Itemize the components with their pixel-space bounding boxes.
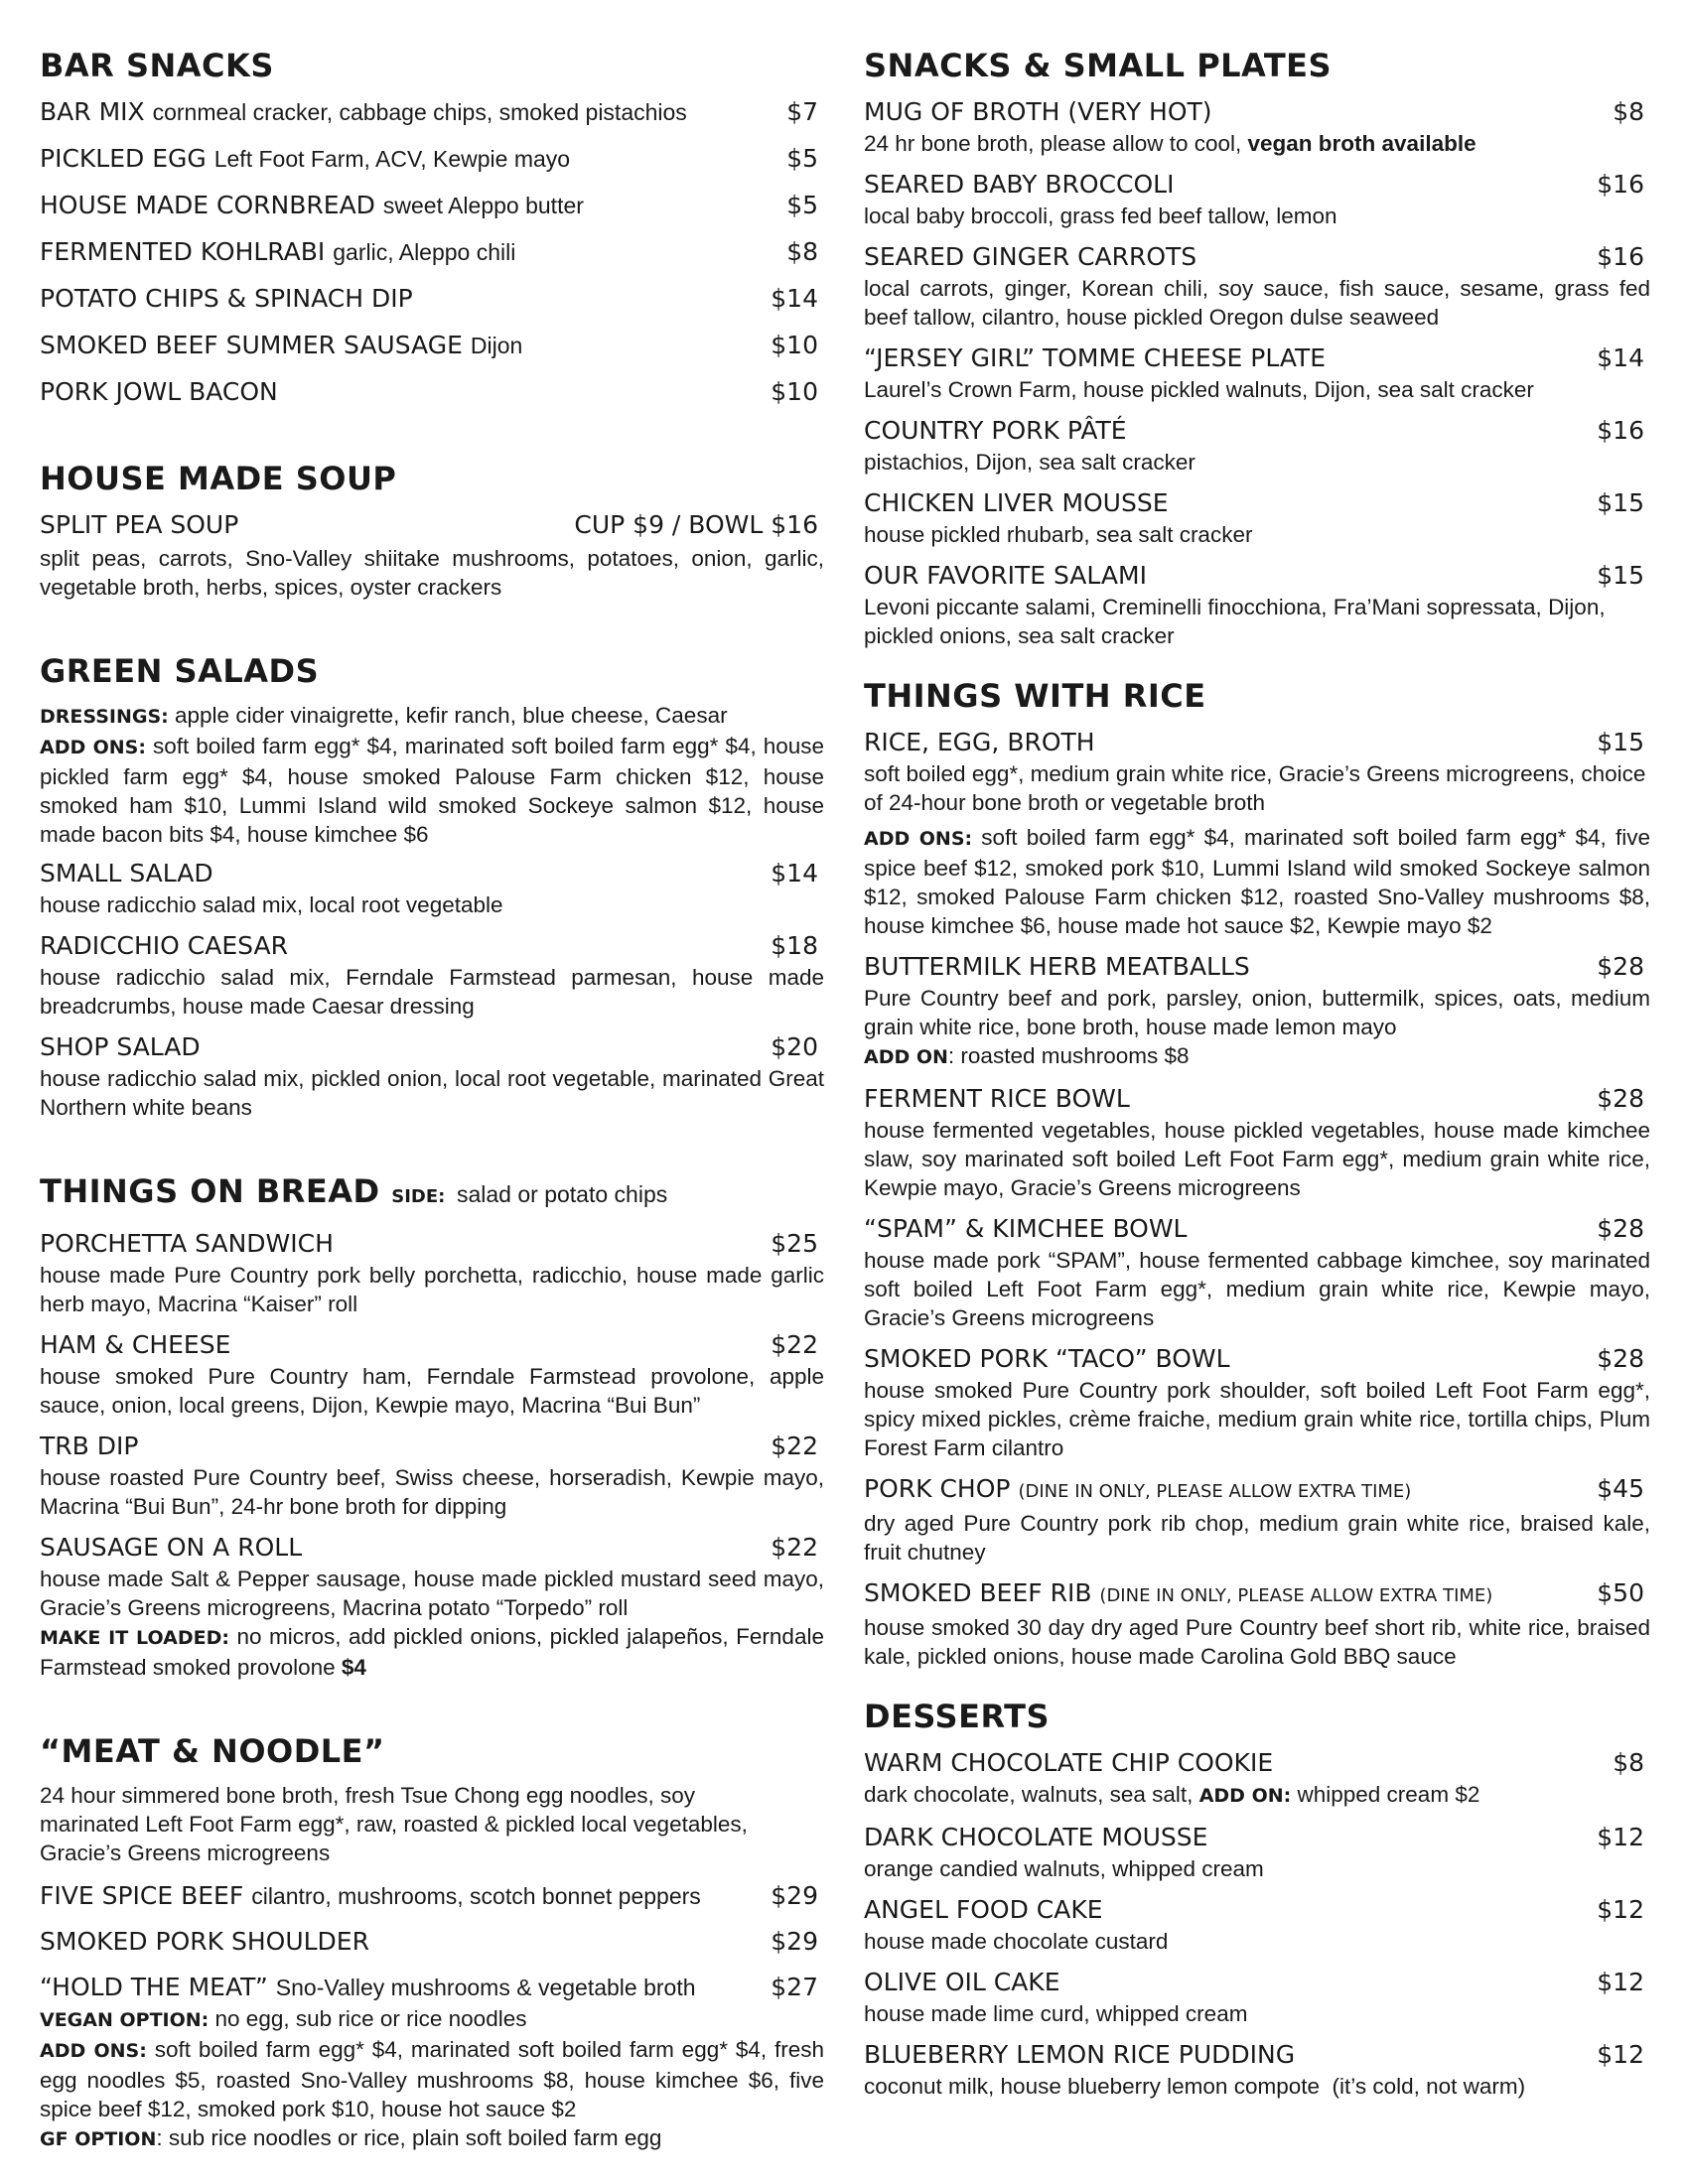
- item-desc: local carrots, ginger, Korean chili, soy sauce, fish sauce, sesame, grass fed beef tallow, cilantro, house pickled Oregon dulse seaweed: [864, 276, 1650, 330]
- item-name: SHOP SALAD: [40, 1032, 201, 1061]
- addons-label: ADD ONS:: [864, 828, 973, 850]
- item-price: $50: [1597, 1578, 1644, 1607]
- loaded-label: MAKE IT LOADED:: [40, 1627, 229, 1649]
- item-name-wrap: [40, 189, 584, 222]
- menu-item: [40, 375, 824, 409]
- menu-item: [40, 508, 824, 602]
- item-name: COUNTRY PORK PÂTÉ: [864, 416, 1127, 445]
- item-price: $12: [1597, 1823, 1644, 1851]
- item-price: $16: [1597, 242, 1644, 271]
- item-desc: sweet Aleppo butter: [382, 193, 584, 218]
- menu-item: [40, 1227, 824, 1318]
- section-title: GREEN SALADS: [40, 652, 320, 690]
- menu-item: [40, 329, 824, 362]
- menu-item: [864, 1472, 1650, 1567]
- addon-text: whipped cream $2: [1297, 1782, 1480, 1807]
- addons-label: ADD ONS:: [40, 2040, 147, 2062]
- item-name: CHICKEN LIVER MOUSSE: [864, 488, 1169, 517]
- item-price: $14: [1597, 343, 1644, 372]
- item-name: FIVE SPICE BEEF: [40, 1881, 244, 1910]
- item-price: $45: [1597, 1474, 1644, 1503]
- menu-item: [864, 559, 1650, 650]
- section-title: THINGS ON BREAD: [40, 1172, 380, 1210]
- item-name: POTATO CHIPS & SPINACH DIP: [40, 284, 413, 313]
- menu-item: [40, 282, 824, 316]
- item-price: $15: [1597, 561, 1644, 590]
- item-desc: house roasted Pure Country beef, Swiss cheese, horseradish, Kewpie mayo, Macrina “Bui Bun”, 24-hr bone broth for dipping: [40, 1465, 824, 1519]
- item-desc: Dijon: [470, 333, 523, 358]
- item-name: RADICCHIO CAESAR: [40, 931, 288, 960]
- noodle-intro: 24 hour simmered bone broth, fresh Tsue Chong egg noodles, soy marinated Left Foot Farm egg*, raw, roasted & pickled local vegetables, Gracie’s Greens microgreens: [40, 1783, 748, 1865]
- menu-item: [864, 341, 1650, 404]
- item-name: SMOKED PORK SHOULDER: [40, 1927, 369, 1956]
- item-name-wrap: [40, 329, 522, 362]
- item-name: FERMENT RICE BOWL: [864, 1084, 1130, 1113]
- addons-text: soft boiled farm egg* $4, marinated soft boiled farm egg* $4, house pickled farm egg* $4, house smoked Palouse Farm chicken $12, house smoked ham $10, Lummi Island wild smoked Sockeye salmon $12, house made bacon bits $4, house kimchee $6: [40, 734, 825, 847]
- item-price: $22: [771, 1533, 818, 1562]
- menu-item: [864, 1212, 1650, 1332]
- item-desc: house pickled rhubarb, sea salt cracker: [864, 522, 1253, 547]
- item-price: CUP $9 / BOWL $16: [574, 510, 818, 539]
- item-name: HAM & CHEESE: [40, 1330, 231, 1359]
- item-price: $7: [786, 97, 818, 126]
- menu-item: [40, 142, 824, 176]
- item-desc-wrap: [864, 129, 1650, 158]
- soup-section: [40, 457, 824, 602]
- item-price: $8: [1613, 1748, 1644, 1777]
- menu-item: [864, 1746, 1650, 1811]
- loaded-text: no micros, add pickled onions, pickled jalapeños, Ferndale Farmstead smoked provolone: [40, 1624, 824, 1680]
- item-name-wrap: [40, 235, 515, 269]
- item-name: SMOKED BEEF SUMMER SAUSAGE: [40, 331, 463, 359]
- item-desc: split peas, carrots, Sno-Valley shiitake mushrooms, potatoes, onion, garlic, vegetable broth, herbs, spices, oyster crackers: [40, 546, 824, 600]
- vegan-label: VEGAN OPTION:: [40, 2009, 210, 2031]
- item-price: $12: [1597, 1968, 1644, 1996]
- menu-item: [864, 168, 1650, 230]
- item-desc: house radicchio salad mix, local root vegetable: [40, 892, 503, 917]
- right-column: [864, 44, 1650, 2111]
- item-desc: house radicchio salad mix, Ferndale Farmstead parmesan, house made breadcrumbs, house made Caesar dressing: [40, 965, 824, 1019]
- side-label: SIDE:: [391, 1186, 446, 1207]
- item-desc-wrap: [864, 1780, 1650, 1811]
- loaded-note: [40, 1622, 824, 1682]
- menu-item: [864, 1082, 1650, 1202]
- menu-item: [40, 1531, 824, 1682]
- vegan-note: [40, 2004, 824, 2035]
- item-price: $10: [771, 377, 818, 406]
- item-price: $15: [1597, 728, 1644, 756]
- bar-snacks-section: [40, 44, 824, 409]
- item-price: $22: [771, 1432, 818, 1460]
- item-name-wrap: [864, 1472, 1411, 1509]
- gf-label: GF OPTION: [40, 2128, 157, 2150]
- item-price: $28: [1597, 1084, 1644, 1113]
- menu-item: [40, 95, 824, 129]
- item-price: $5: [786, 144, 818, 173]
- menu-item: [864, 240, 1650, 332]
- item-name: BAR MIX: [40, 97, 145, 126]
- item-name: “SPAM” & KIMCHEE BOWL: [864, 1214, 1188, 1243]
- addon-label: ADD ON:: [1198, 1785, 1292, 1807]
- menu-item: [40, 1879, 824, 1913]
- item-price: $5: [786, 191, 818, 219]
- item-name: PORK CHOP: [864, 1474, 1011, 1503]
- menu-item: [40, 1030, 824, 1122]
- addons-text: soft boiled farm egg* $4, marinated soft boiled farm egg* $4, fresh egg noodles $5, roasted Sno-Valley mushrooms $8, house kimchee $6, five spice beef $12, smoked pork $10, house hot sauce $2: [40, 2037, 824, 2121]
- menu-item: [40, 929, 824, 1021]
- item-name-wrap: [40, 1879, 701, 1913]
- item-note: (DINE IN ONLY, PLEASE ALLOW EXTRA TIME): [1099, 1585, 1493, 1606]
- dressings-note: [40, 701, 824, 732]
- item-name: OUR FAVORITE SALAMI: [864, 561, 1147, 590]
- item-name-wrap: [40, 142, 570, 176]
- item-desc: orange candied walnuts, whipped cream: [864, 1856, 1264, 1881]
- item-desc: house fermented vegetables, house pickled vegetables, house made kimchee slaw, soy marinated soft boiled Left Foot Farm egg*, medium grain white rice, Kewpie mayo, Gracie’s Greens microgreens: [864, 1118, 1650, 1200]
- item-price: $12: [1597, 1895, 1644, 1924]
- item-price: $18: [771, 931, 818, 960]
- item-name: PORK JOWL BACON: [40, 377, 278, 406]
- item-desc: cornmeal cracker, cabbage chips, smoked pistachios: [152, 99, 687, 125]
- item-desc: house made Pure Country pork belly porchetta, radicchio, house made garlic herb mayo, Macrina “Kaiser” roll: [40, 1263, 824, 1316]
- item-desc: dry aged Pure Country pork rib chop, medium grain white rice, braised kale, fruit chutney: [864, 1511, 1650, 1565]
- section-title: HOUSE MADE SOUP: [40, 460, 397, 497]
- vegan-text: no egg, sub rice or rice noodles: [214, 2006, 527, 2031]
- addons-note: [40, 732, 824, 849]
- section-title: THINGS WITH RICE: [864, 677, 1206, 715]
- desserts-section: [864, 1695, 1650, 2101]
- item-desc: house made lime curd, whipped cream: [864, 2001, 1248, 2026]
- side-text: salad or potato chips: [456, 1181, 668, 1207]
- menu-item: [40, 857, 824, 919]
- addons-label: ADD ONS:: [40, 737, 146, 758]
- item-name: SAUSAGE ON A ROLL: [40, 1533, 303, 1562]
- item-name: “JERSEY GIRL” TOMME CHEESE PLATE: [864, 343, 1327, 372]
- item-price: $29: [771, 1881, 818, 1910]
- item-desc: house smoked Pure Country ham, Ferndale Farmstead provolone, apple sauce, onion, local greens, Dijon, Kewpie mayo, Macrina “Bui Bun”: [40, 1364, 824, 1418]
- item-name: PORCHETTA SANDWICH: [40, 1229, 334, 1258]
- menu-item: [864, 726, 1650, 940]
- item-name-wrap: [40, 95, 687, 129]
- meat-noodle-section: [40, 1729, 824, 2154]
- item-price: $25: [771, 1229, 818, 1258]
- item-price: $8: [786, 237, 818, 266]
- dressings-text: apple cider vinaigrette, kefir ranch, blue cheese, Caesar: [175, 703, 728, 728]
- menu-item: [40, 1971, 824, 2004]
- section-title-wrap: [40, 1169, 824, 1219]
- item-desc: dark chocolate, walnuts, sea salt,: [864, 1782, 1194, 1807]
- item-name-wrap: [40, 1971, 696, 2004]
- item-name: “HOLD THE MEAT”: [40, 1973, 268, 2001]
- item-desc: coconut milk, house blueberry lemon compote (it’s cold, not warm): [864, 2074, 1526, 2099]
- item-name: FERMENTED KOHLRABI: [40, 237, 326, 266]
- item-name: BLUEBERRY LEMON RICE PUDDING: [864, 2040, 1296, 2069]
- item-name: HOUSE MADE CORNBREAD: [40, 191, 375, 219]
- item-price: $14: [771, 284, 818, 313]
- item-desc: house smoked 30 day dry aged Pure Country beef short rib, white rice, braised kale, pickled onions, house made Carolina Gold BBQ sauce: [864, 1615, 1650, 1669]
- item-desc: house made chocolate custard: [864, 1929, 1169, 1954]
- snacks-small-plates-section: [864, 44, 1650, 650]
- item-price: $27: [771, 1973, 818, 2001]
- left-column: [40, 44, 824, 2154]
- menu-item: [864, 1893, 1650, 1956]
- section-title: BAR SNACKS: [40, 47, 274, 84]
- addons-text: soft boiled farm egg* $4, marinated soft boiled farm egg* $4, five spice beef $12, smoked pork $10, Lummi Island wild smoked Sockeye salmon $12, smoked Palouse Farm chicken $12, roasted Sno-Valley mushrooms $8, house kimchee $6, house made hot sauce $2, Kewpie mayo $2: [864, 825, 1650, 938]
- item-desc: pistachios, Dijon, sea salt cracker: [864, 450, 1196, 475]
- item-name: ANGEL FOOD CAKE: [864, 1895, 1103, 1924]
- menu-item: [864, 486, 1650, 549]
- item-desc: Levoni piccante salami, Creminelli finocchiona, Fra’Mani sopressata, Dijon, pickled onions, sea salt cracker: [864, 595, 1606, 648]
- item-name-wrap: [864, 1576, 1492, 1613]
- item-price: $29: [771, 1927, 818, 1956]
- item-name: SEARED BABY BROCCOLI: [864, 170, 1175, 199]
- section-title: “MEAT & NOODLE”: [40, 1732, 385, 1770]
- things-with-rice-section: [864, 674, 1650, 1671]
- item-name: MUG OF BROTH (VERY HOT): [864, 97, 1212, 126]
- menu-item: [864, 414, 1650, 477]
- menu-item: [864, 950, 1650, 1072]
- item-name: RICE, EGG, BROTH: [864, 728, 1095, 756]
- green-salads-section: [40, 649, 824, 1122]
- item-price: $10: [771, 331, 818, 359]
- item-desc: house radicchio salad mix, pickled onion, local root vegetable, marinated Great Northern white beans: [40, 1066, 824, 1120]
- gf-text: : sub rice noodles or rice, plain soft boiled farm egg: [156, 2125, 662, 2150]
- menu-item: [40, 1430, 824, 1521]
- item-price: $22: [771, 1330, 818, 1359]
- item-price: $8: [1613, 97, 1644, 126]
- item-name: SMOKED BEEF RIB: [864, 1578, 1092, 1607]
- menu-item: [40, 1328, 824, 1420]
- section-title: SNACKS & SMALL PLATES: [864, 47, 1333, 84]
- item-price: $28: [1597, 1344, 1644, 1373]
- item-desc: Left Foot Farm, ACV, Kewpie mayo: [213, 146, 571, 172]
- item-name: OLIVE OIL CAKE: [864, 1968, 1060, 1996]
- meatball-addon-note: [864, 1041, 1650, 1072]
- menu-item: [40, 235, 824, 269]
- item-desc: 24 hr bone broth, please allow to cool,: [864, 131, 1242, 156]
- menu-item: [864, 1966, 1650, 2028]
- noodle-addons-note: [40, 2035, 824, 2123]
- item-name: PICKLED EGG: [40, 144, 207, 173]
- item-name: SMOKED PORK “TACO” BOWL: [864, 1344, 1230, 1373]
- dressings-label: DRESSINGS:: [40, 706, 169, 728]
- item-name: BUTTERMILK HERB MEATBALLS: [864, 952, 1250, 981]
- item-desc-bold: vegan broth available: [1247, 131, 1477, 156]
- menu-item: [864, 2038, 1650, 2101]
- item-name: TRB DIP: [40, 1432, 139, 1460]
- item-price: $16: [1597, 170, 1644, 199]
- item-note: (DINE IN ONLY, PLEASE ALLOW EXTRA TIME): [1018, 1481, 1412, 1502]
- item-desc: Pure Country beef and pork, parsley, onion, buttermilk, spices, oats, medium grain white rice, bone broth, house made lemon mayo: [864, 986, 1650, 1039]
- menu-item: [40, 189, 824, 222]
- item-name: SPLIT PEA SOUP: [40, 510, 239, 539]
- item-price: $16: [1597, 416, 1644, 445]
- addon-text: : roasted mushrooms $8: [947, 1043, 1190, 1068]
- item-price: $28: [1597, 1214, 1644, 1243]
- addon-label: ADD ON: [864, 1046, 948, 1068]
- things-on-bread-section: [40, 1169, 824, 1682]
- menu-item: [40, 1925, 824, 1959]
- item-desc: garlic, Aleppo chili: [333, 239, 516, 265]
- menu-item: [864, 95, 1650, 158]
- item-price: $20: [771, 1032, 818, 1061]
- section-title: DESSERTS: [864, 1698, 1051, 1735]
- item-desc: house smoked Pure Country pork shoulder, soft boiled Left Foot Farm egg*, spicy mixed pickles, crème fraiche, medium grain white rice, tortilla chips, Plum Forest Farm cilantro: [864, 1378, 1650, 1460]
- item-name: SEARED GINGER CARROTS: [864, 242, 1197, 271]
- menu-item: [864, 1821, 1650, 1883]
- item-name: SMALL SALAD: [40, 859, 213, 887]
- item-desc: house made Salt & Pepper sausage, house made pickled mustard seed mayo, Gracie’s Greens microgreens, Macrina potato “Torpedo” roll: [40, 1567, 824, 1620]
- gf-note: [40, 2123, 824, 2154]
- item-price: $12: [1597, 2040, 1644, 2069]
- item-price: $28: [1597, 952, 1644, 981]
- item-name: DARK CHOCOLATE MOUSSE: [864, 1823, 1208, 1851]
- item-desc: local baby broccoli, grass fed beef tallow, lemon: [864, 204, 1337, 228]
- item-desc: soft boiled egg*, medium grain white rice, Gracie’s Greens microgreens, choice of 24-hour bone broth or vegetable broth: [864, 761, 1646, 815]
- loaded-price: $4: [341, 1655, 366, 1680]
- rice-addons-note: [864, 823, 1650, 940]
- item-price: $15: [1597, 488, 1644, 517]
- menu-item: [864, 1576, 1650, 1671]
- item-desc: cilantro, mushrooms, scotch bonnet peppers: [251, 1883, 701, 1909]
- item-desc: Laurel’s Crown Farm, house pickled walnuts, Dijon, sea salt cracker: [864, 377, 1534, 402]
- item-name: WARM CHOCOLATE CHIP COOKIE: [864, 1748, 1274, 1777]
- menu-item: [864, 1342, 1650, 1462]
- item-desc: house made pork “SPAM”, house fermented cabbage kimchee, soy marinated soft boiled Left Foot Farm egg*, medium grain white rice, Kewpie mayo, Gracie’s Greens microgreens: [864, 1248, 1650, 1330]
- item-price: $14: [771, 859, 818, 887]
- item-desc: Sno-Valley mushrooms & vegetable broth: [275, 1975, 696, 2000]
